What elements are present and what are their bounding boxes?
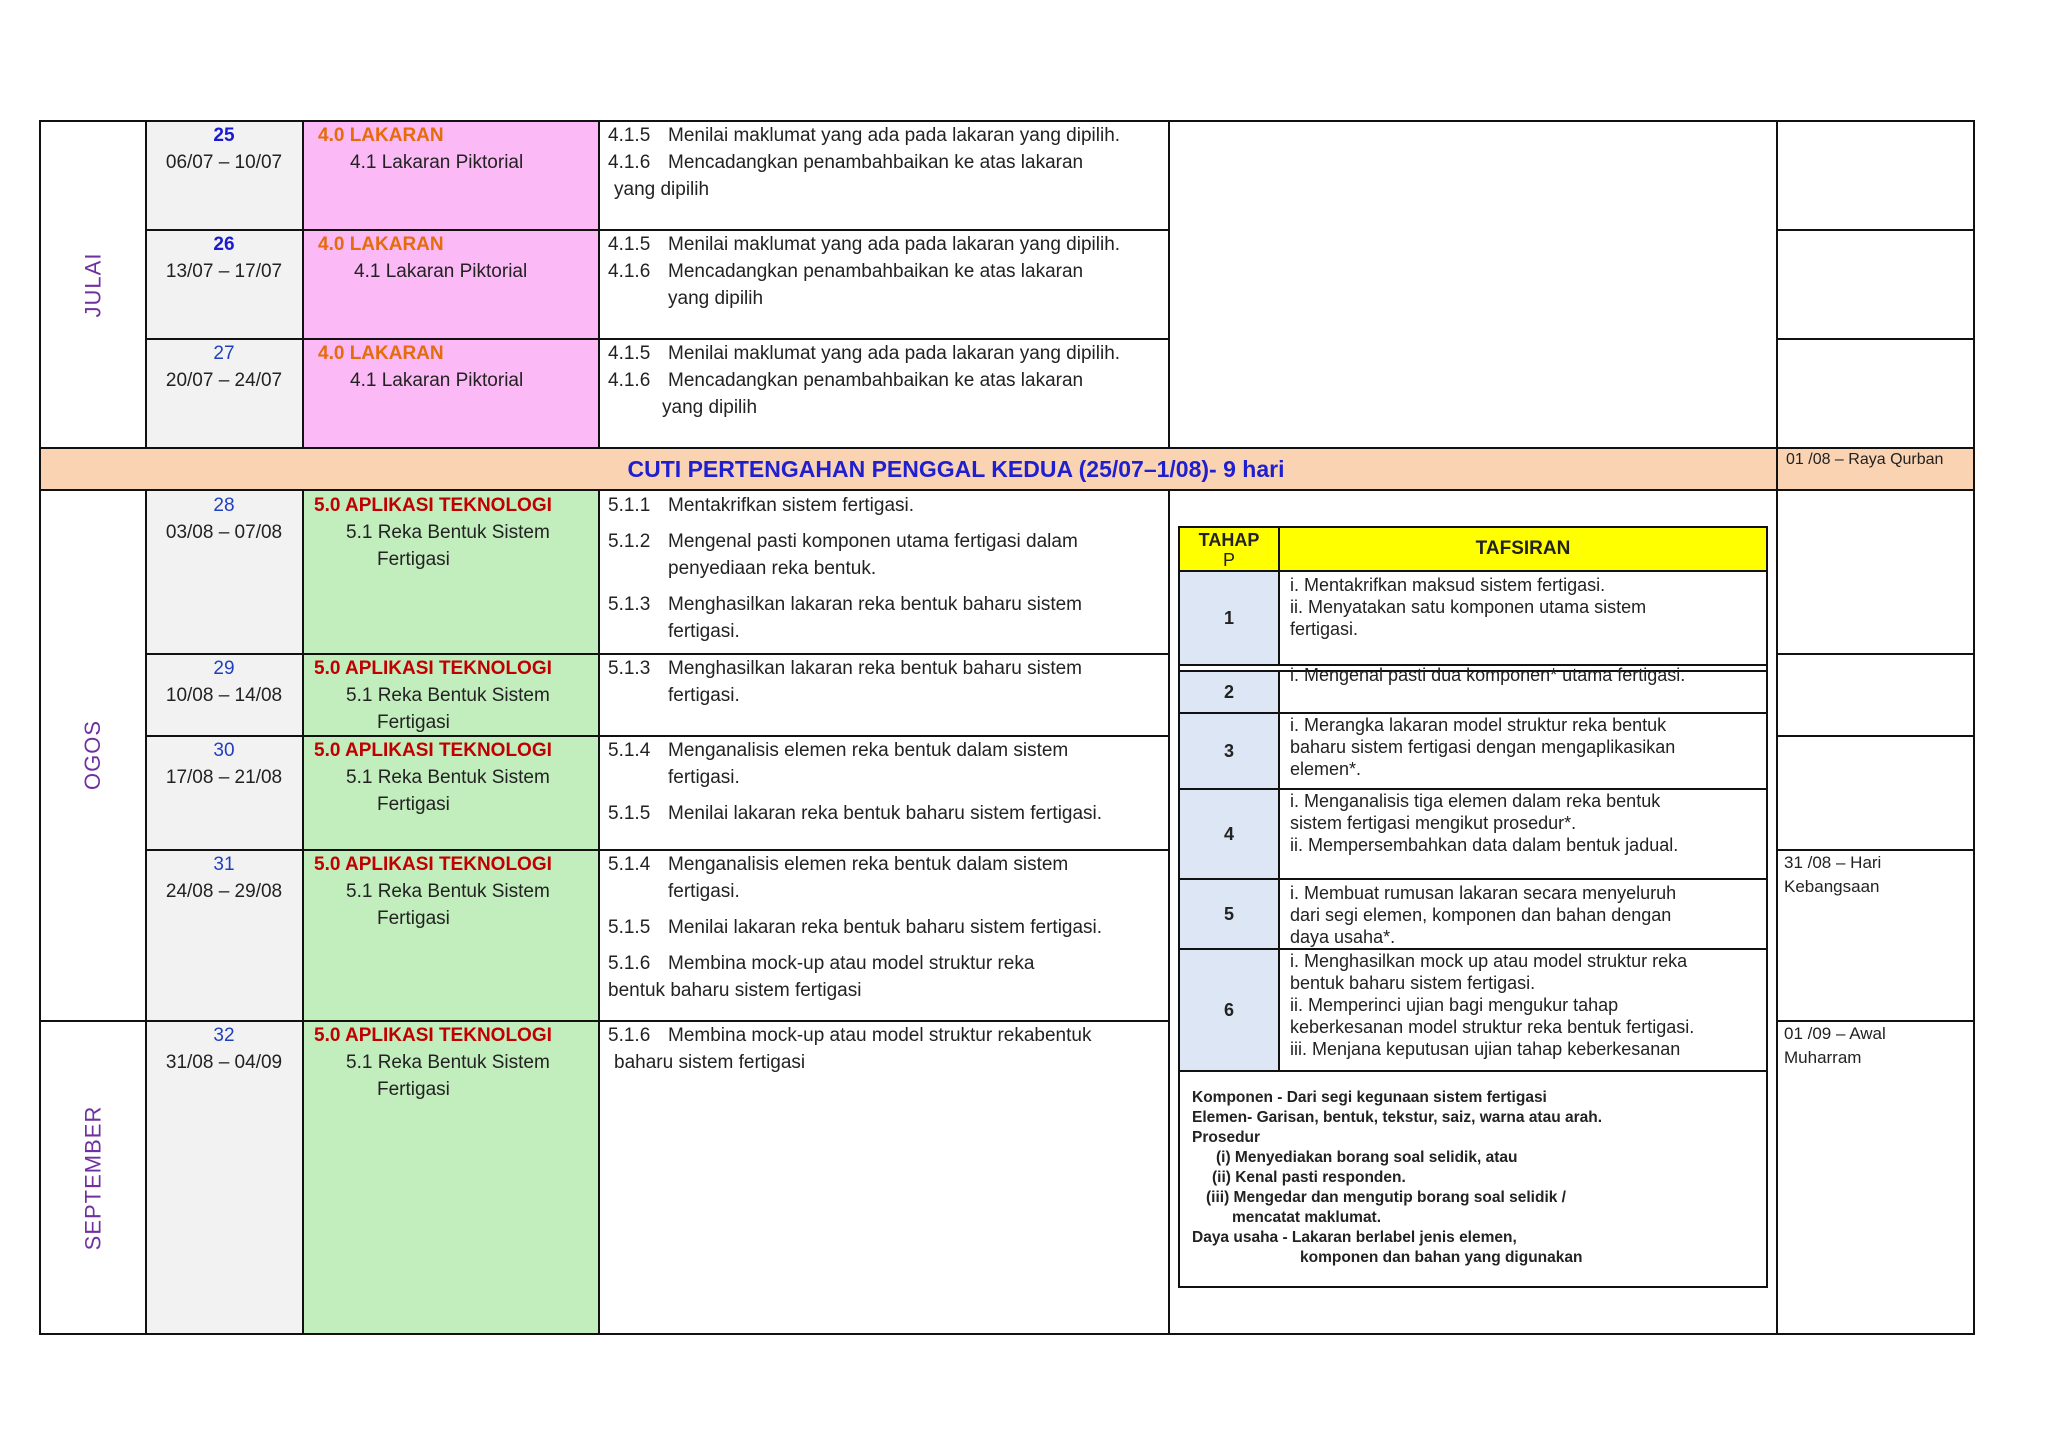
week-dates: 03/08 – 07/08 — [165, 522, 283, 543]
grid-line — [1777, 653, 1974, 655]
standard-text: Menganalisis elemen reka bentuk dalam sistem — [668, 740, 1069, 761]
standard-item — [608, 851, 1168, 878]
rubric-header-tahap-line: TAHAP — [1198, 530, 1260, 550]
rubric-line: i. Menghasilkan mock up atau model struktur reka — [1290, 951, 1688, 971]
topic-subtitle: 5.1 Reka Bentuk Sistem — [346, 685, 550, 706]
standard-code: 5.1.1 — [608, 495, 651, 516]
topic-subtitle: 5.1 Reka Bentuk Sistem — [346, 522, 550, 543]
standard-text: Menganalisis elemen reka bentuk dalam sistem — [668, 854, 1069, 875]
week-dates: 31/08 – 04/09 — [165, 1052, 283, 1073]
standard-text: Membina mock-up atau model struktur reka — [668, 953, 1035, 974]
topic-subtitle-cont: Fertigasi — [377, 549, 450, 570]
rubric-divider — [1180, 1070, 1766, 1072]
rubric-line: bentuk baharu sistem fertigasi. — [1290, 973, 1536, 993]
holiday-note-line: 31 /08 – Hari — [1784, 853, 1882, 872]
standard-code: 4.1.5 — [608, 125, 651, 146]
standards-cell — [608, 851, 1168, 1004]
topic-subtitle-cont: Fertigasi — [377, 908, 450, 929]
topic-subtitle: 4.1 Lakaran Piktorial — [354, 261, 528, 282]
rubric-line: iii. Menjana keputusan ujian tahap keberkesanan — [1290, 1039, 1681, 1059]
rubric-line: ii. Menyatakan satu komponen utama sistem — [1290, 597, 1647, 617]
rubric-level: 5 — [1180, 880, 1280, 948]
rubric-line: elemen*. — [1290, 759, 1362, 779]
week-number: 27 — [213, 343, 235, 364]
grid-line — [1776, 120, 1778, 448]
week-dates: 24/08 – 29/08 — [165, 881, 283, 902]
rubric-level: 4 — [1180, 790, 1280, 878]
holiday-banner-title: CUTI PERTENGAHAN PENGGAL KEDUA (25/07–1/08)- 9 hari — [627, 456, 1285, 482]
standard-text: Menilai lakaran reka bentuk baharu sistem fertigasi. — [668, 803, 1103, 824]
rubric-line: i. Merangka lakaran model struktur reka bentuk — [1290, 715, 1667, 735]
week-number: 26 — [213, 234, 235, 255]
rubric-line: i. Menganalisis tiga elemen dalam reka bentuk — [1290, 791, 1661, 811]
week-cell — [146, 492, 302, 546]
grid-line — [1777, 229, 1974, 231]
rubric-description — [1290, 574, 1760, 640]
rubric-line: i. Mentakrifkan maksud sistem fertigasi. — [1290, 575, 1606, 595]
week-cell — [146, 1022, 302, 1076]
standard-text: Membina mock-up atau model struktur rekabentuk — [668, 1025, 1092, 1046]
footnote-line: (i) Menyediakan borang soal selidik, atau — [1216, 1149, 1518, 1166]
topic-title: 5.0 APLIKASI TEKNOLOGI — [314, 1025, 552, 1046]
holiday-banner-note: 01 /08 – Raya Qurban — [1786, 451, 1944, 468]
month-september-text: SEPTEMBER — [80, 1105, 106, 1250]
topic-title: 4.0 LAKARAN — [318, 234, 444, 255]
topic-cell — [318, 231, 608, 285]
standard-text: Menilai lakaran reka bentuk baharu sistem fertigasi. — [668, 917, 1103, 938]
standards-cell — [608, 1022, 1168, 1076]
topic-cell — [314, 851, 604, 932]
standard-text-cont: baharu sistem fertigasi — [614, 1052, 806, 1073]
standards-cell — [608, 340, 1168, 421]
standard-code: 5.1.2 — [608, 531, 651, 552]
month-ogos-text: OGOS — [79, 719, 105, 791]
week-dates: 17/08 – 21/08 — [165, 767, 283, 788]
grid-line — [1776, 490, 1778, 1334]
topic-cell — [318, 340, 608, 394]
rubric-level: 3 — [1180, 714, 1280, 788]
topic-subtitle: 5.1 Reka Bentuk Sistem — [346, 1052, 550, 1073]
standard-item — [608, 528, 1168, 555]
week-column-bg — [146, 121, 303, 1334]
rubric-line: keberkesanan model struktur reka bentuk fertigasi. — [1290, 1017, 1695, 1037]
holiday-note — [1784, 1022, 1964, 1070]
standard-text: Menghasilkan lakaran reka bentuk baharu sistem — [668, 594, 1083, 615]
rubric-line: i. Membuat rumusan lakaran secara menyeluruh — [1290, 883, 1677, 903]
standard-text-cont: yang dipilih — [668, 288, 764, 309]
topic-subtitle-cont: Fertigasi — [377, 712, 450, 733]
standard-item — [608, 950, 1168, 977]
week-number: 31 — [213, 854, 235, 875]
standard-text: Mentakrifkan sistem fertigasi. — [668, 495, 915, 516]
month-label-ogos — [40, 490, 146, 1020]
month-label-september — [40, 1021, 146, 1334]
rubric-footnotes — [1192, 1088, 1752, 1268]
standard-text: Menghasilkan lakaran reka bentuk baharu sistem — [668, 658, 1083, 679]
rubric-level: 6 — [1180, 950, 1280, 1070]
standard-item — [608, 367, 1168, 394]
month-label-julai — [40, 121, 146, 448]
standard-text-cont: penyediaan reka bentuk. — [668, 558, 877, 579]
standard-code: 5.1.4 — [608, 740, 651, 761]
week-cell — [146, 122, 302, 176]
topic-cell — [314, 492, 604, 573]
standard-item — [608, 737, 1168, 764]
topic-subtitle-cont: Fertigasi — [377, 1079, 450, 1100]
performance-level-table — [1178, 526, 1768, 1288]
standard-code: 5.1.4 — [608, 854, 651, 875]
standard-item — [608, 231, 1168, 258]
grid-line — [40, 1333, 1975, 1335]
rubric-line: sistem fertigasi mengikut prosedur*. — [1290, 813, 1577, 833]
rubric-header-tahap-line: P — [1222, 550, 1235, 570]
rubric-line: ii. Memperinci ujian bagi mengukur tahap — [1290, 995, 1619, 1015]
grid-line — [1168, 120, 1170, 448]
week-cell — [146, 737, 302, 791]
standard-code: 4.1.5 — [608, 234, 651, 255]
grid-line — [1168, 490, 1170, 1334]
week-dates: 13/07 – 17/07 — [165, 261, 283, 282]
rubric-header-tahap — [1180, 528, 1280, 572]
standard-code: 5.1.3 — [608, 594, 651, 615]
standards-cell — [608, 122, 1168, 203]
topic-subtitle-cont: Fertigasi — [377, 794, 450, 815]
week-cell — [146, 340, 302, 394]
topic-cell — [314, 1022, 604, 1103]
week-cell — [146, 231, 302, 285]
standard-code: 4.1.6 — [608, 152, 651, 173]
rubric-description — [1290, 790, 1760, 856]
month-julai-text: JULAI — [79, 252, 105, 317]
week-dates: 06/07 – 10/07 — [165, 152, 283, 173]
rubric-description — [1290, 714, 1760, 780]
standard-text: Menilai maklumat yang ada pada lakaran yang dipilih. — [668, 125, 1121, 146]
footnote-line: Elemen- Garisan, bentuk, tekstur, saiz, warna atau arah. — [1192, 1109, 1603, 1126]
week-cell — [146, 655, 302, 709]
week-number: 30 — [213, 740, 235, 761]
week-number: 32 — [213, 1025, 235, 1046]
rubric-line: fertigasi. — [1290, 619, 1359, 639]
holiday-note-line: 01 /09 – Awal — [1784, 1024, 1886, 1043]
topic-title: 5.0 APLIKASI TEKNOLOGI — [314, 854, 552, 875]
standards-cell — [608, 231, 1168, 312]
standard-code: 5.1.6 — [608, 1025, 651, 1046]
holiday-note-line: Kebangsaan — [1784, 877, 1880, 896]
grid-line — [302, 490, 304, 1334]
standard-text-cont: bentuk baharu sistem fertigasi — [608, 980, 862, 1001]
standard-text-cont: yang dipilih — [614, 179, 710, 200]
footnote-line: Daya usaha - Lakaran berlabel jenis elemen, — [1192, 1229, 1517, 1246]
standard-code: 5.1.5 — [608, 917, 651, 938]
rubric-line: i. Mengenal pasti dua komponen* utama fertigasi. — [1290, 665, 1686, 685]
standard-text: Menilai maklumat yang ada pada lakaran yang dipilih. — [668, 343, 1121, 364]
standard-code: 4.1.5 — [608, 343, 651, 364]
rubric-description — [1290, 882, 1760, 948]
grid-line — [1776, 448, 1778, 490]
holiday-note-line: Muharram — [1784, 1048, 1862, 1067]
standards-cell — [608, 737, 1168, 827]
topic-subtitle: 5.1 Reka Bentuk Sistem — [346, 881, 550, 902]
footnote-line: (iii) Mengedar dan mengutip borang soal selidik / — [1206, 1189, 1566, 1206]
rubric-line: daya usaha*. — [1290, 927, 1396, 947]
grid-line — [1973, 120, 1975, 1335]
topic-title: 5.0 APLIKASI TEKNOLOGI — [314, 658, 552, 679]
rubric-line: ii. Mempersembahkan data dalam bentuk jadual. — [1290, 835, 1679, 855]
week-dates: 20/07 – 24/07 — [165, 370, 283, 391]
topic-title: 4.0 LAKARAN — [318, 343, 444, 364]
standard-text: Mencadangkan penambahbaikan ke atas lakaran — [668, 261, 1084, 282]
topic-subtitle: 4.1 Lakaran Piktorial — [350, 152, 524, 173]
standard-item — [608, 591, 1168, 618]
standards-cell — [608, 655, 1168, 709]
standard-item — [608, 122, 1168, 149]
topic-subtitle: 4.1 Lakaran Piktorial — [350, 370, 524, 391]
topic-cell — [314, 737, 604, 818]
topic-title: 5.0 APLIKASI TEKNOLOGI — [314, 495, 552, 516]
rubric-header-tafsiran: TAFSIRAN — [1280, 528, 1766, 572]
week-number: 25 — [213, 125, 235, 146]
standard-text-cont: fertigasi. — [668, 685, 740, 706]
week-cell — [146, 851, 302, 905]
footnote-line: (ii) Kenal pasti responden. — [1212, 1169, 1406, 1186]
standard-text: Menilai maklumat yang ada pada lakaran yang dipilih. — [668, 234, 1121, 255]
topic-cell — [318, 122, 608, 176]
standard-text: Mencadangkan penambahbaikan ke atas lakaran — [668, 370, 1084, 391]
grid-line — [302, 120, 304, 448]
standard-item — [608, 655, 1168, 682]
standard-code: 5.1.5 — [608, 803, 651, 824]
standard-text-cont: fertigasi. — [668, 881, 740, 902]
standard-item — [608, 492, 1168, 519]
footnote-line: Komponen - Dari segi kegunaan sistem fertigasi — [1192, 1089, 1547, 1106]
standard-text-cont: fertigasi. — [668, 621, 740, 642]
week-number: 28 — [213, 495, 235, 516]
standard-text-cont: fertigasi. — [668, 767, 740, 788]
footnote-line: Prosedur — [1192, 1129, 1261, 1146]
week-number: 29 — [213, 658, 235, 679]
standards-cell — [608, 492, 1168, 645]
rubric-description — [1290, 950, 1760, 1060]
rubric-description — [1290, 664, 1760, 686]
standard-item — [608, 1022, 1168, 1049]
standard-item — [608, 914, 1168, 941]
standard-code: 4.1.6 — [608, 261, 651, 282]
topic-title: 5.0 APLIKASI TEKNOLOGI — [314, 740, 552, 761]
week-dates: 10/08 – 14/08 — [165, 685, 283, 706]
topic-subtitle: 5.1 Reka Bentuk Sistem — [346, 767, 550, 788]
standard-code: 5.1.6 — [608, 953, 651, 974]
standard-item — [608, 149, 1168, 176]
standard-code: 5.1.3 — [608, 658, 651, 679]
standard-item — [608, 340, 1168, 367]
footnote-line: komponen dan bahan yang digunakan — [1300, 1249, 1583, 1266]
grid-line — [1777, 338, 1974, 340]
standard-text-cont: yang dipilih — [662, 397, 758, 418]
footnote-line: mencatat maklumat. — [1232, 1209, 1382, 1226]
topic-cell — [314, 655, 604, 736]
rubric-line: dari segi elemen, komponen dan bahan dengan — [1290, 905, 1672, 925]
standard-text: Mengenal pasti komponen utama fertigasi dalam — [668, 531, 1078, 552]
standard-item — [608, 800, 1168, 827]
grid-line — [1777, 735, 1974, 737]
standard-text: Mencadangkan penambahbaikan ke atas lakaran — [668, 152, 1084, 173]
rubric-level: 1 — [1180, 572, 1280, 664]
holiday-note — [1784, 851, 1964, 899]
standard-code: 4.1.6 — [608, 370, 651, 391]
standard-item — [608, 258, 1168, 285]
rubric-level: 2 — [1180, 672, 1280, 712]
topic-title: 4.0 LAKARAN — [318, 125, 444, 146]
rubric-line: baharu sistem fertigasi dengan mengaplikasikan — [1290, 737, 1676, 757]
